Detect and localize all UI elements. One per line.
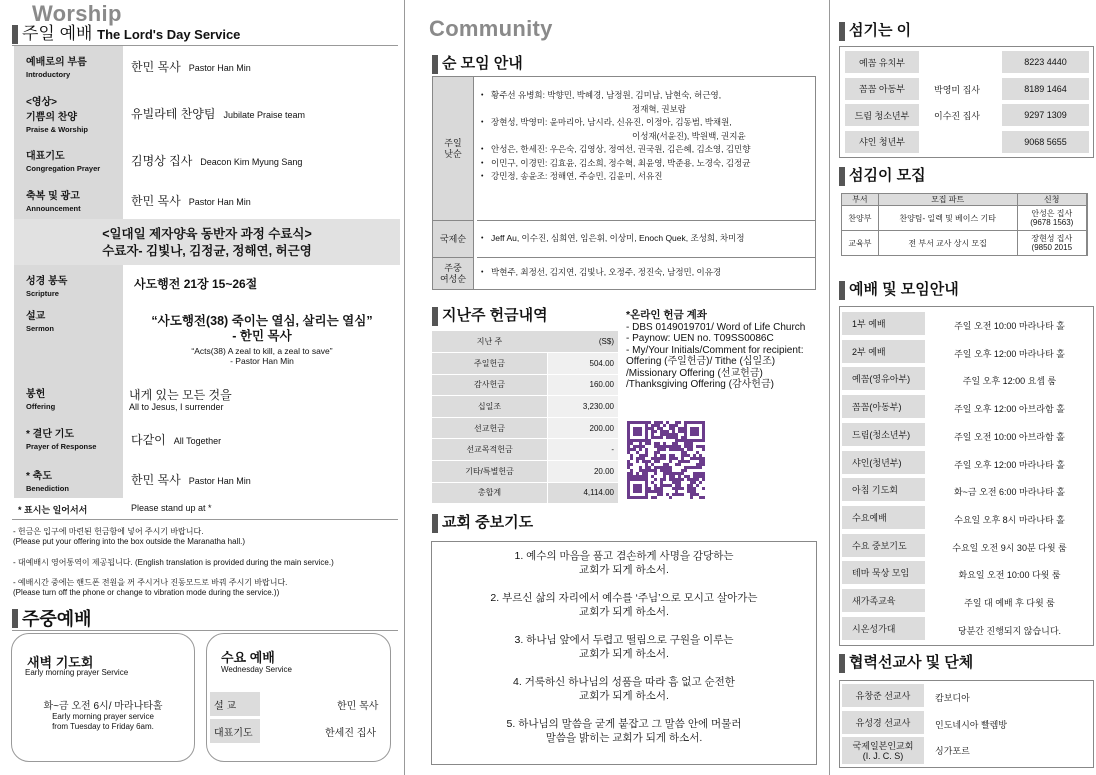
mission-place: 캄보디아 bbox=[935, 693, 970, 703]
order-item-ko: 성경 봉독 bbox=[26, 276, 68, 287]
divider bbox=[12, 519, 398, 520]
mission-place: 인도네시아 빨렘방 bbox=[935, 720, 1008, 730]
notice-1: - 헌금은 입구에 마련된 헌금함에 넣어 주시기 바랍니다. (Please put your offering into the box outside the Maranatha hall.) bbox=[13, 527, 245, 546]
order-item-main: 한민 목사 bbox=[131, 473, 181, 487]
recruit-row bbox=[841, 206, 1088, 231]
order-item-ko: 예배로의 부름 bbox=[26, 57, 87, 68]
notice-2: - 대예배시 영어통역이 제공됩니다. (English translation is provided during the main service.) bbox=[13, 558, 334, 567]
offering-header bbox=[432, 331, 618, 353]
recruit-title: 섬김이 모집 bbox=[839, 166, 926, 186]
offering-item: 감사헌금 bbox=[432, 375, 547, 396]
group-line: • 장현성, 박영미: 윤마리아, 남시라, 신유진, 이정아, 김동범, 박채원, bbox=[477, 116, 815, 130]
offering-amount: 20.00 bbox=[547, 461, 618, 482]
offering-header-label: 지난 주 bbox=[476, 337, 503, 346]
weekday-service-title: 주중예배 bbox=[12, 608, 92, 630]
minister-dept: 드림 청소년부 bbox=[845, 104, 919, 127]
order-item-en: Sermon bbox=[26, 324, 54, 333]
banner-line1: <일대일 제자양육 동반자 과정 수료식> bbox=[102, 227, 312, 241]
schedule-time: 수요일 오후 8시 마라나타 홀 bbox=[954, 514, 1065, 525]
banner-line2: 수료자- 김빛나, 김정균, 정해연, 허근영 bbox=[102, 244, 312, 258]
worship-section-en: The Lord's Day Service bbox=[97, 27, 241, 42]
minister-phone: 9297 1309 bbox=[1002, 104, 1089, 127]
order-item-sub: Deacon Kim Myung Sang bbox=[200, 157, 303, 167]
wed-sermon-label: 설 교 bbox=[210, 692, 260, 716]
order-item-en: Scripture bbox=[26, 289, 59, 298]
schedule-name: 드림(청소년부) bbox=[842, 423, 925, 447]
paynow-qr-code bbox=[627, 421, 705, 499]
order-item-ko: 축복 및 광고 bbox=[26, 191, 80, 202]
schedule-table bbox=[839, 306, 1094, 646]
offering-amount: 3,230.00 bbox=[547, 396, 618, 417]
order-item-label bbox=[14, 300, 123, 378]
schedule-time: 주일 오후 12:00 마라나타 홀 bbox=[954, 348, 1065, 359]
prayer-item: 4. 거룩하신 하나님의 성품을 따라 흠 없고 순전한 교회가 되게 하소서. bbox=[513, 676, 735, 702]
group-label: 주일 낮순 bbox=[433, 77, 474, 221]
order-item-main: 사도행전 21장 15~26절 bbox=[134, 277, 258, 291]
wed-prayer-label: 대표기도 bbox=[210, 719, 260, 743]
bullet-icon: • bbox=[481, 173, 484, 180]
schedule-name: 아침 기도회 bbox=[842, 478, 925, 502]
mission-name: 유성경 선교사 bbox=[842, 711, 924, 735]
schedule-time: 주일 오후 12:00 요셉 룸 bbox=[962, 376, 1057, 387]
order-item-ko: * 결단 기도 bbox=[26, 429, 75, 440]
recruit-table bbox=[841, 193, 1088, 256]
order-item-ko: 설교 bbox=[26, 311, 46, 322]
wed-sermon-value: 한민 목사 bbox=[337, 701, 379, 712]
small-group-table bbox=[432, 76, 816, 290]
recruit-cell: 안성은 집사 (9678 1563) bbox=[1018, 206, 1087, 230]
offering-amount: - bbox=[547, 439, 618, 460]
offering-item: 총합계 bbox=[432, 483, 547, 504]
offering-row bbox=[432, 353, 618, 375]
recruit-cell: 전 부서 교사 상시 모집 bbox=[879, 231, 1018, 255]
order-item-main: 한민 목사 bbox=[131, 60, 181, 74]
minister-phone: 8189 1464 bbox=[1002, 78, 1089, 101]
prayer-item: 1. 예수의 마음을 품고 겸손하게 사명을 감당하는 교회가 되게 하소서. bbox=[514, 550, 734, 576]
order-item-value bbox=[131, 192, 251, 209]
schedule-time: 주일 오후 12:00 마라나타 홀 bbox=[954, 459, 1065, 470]
order-item-value bbox=[131, 431, 221, 448]
recruit-cell: 장현성 집사 (9850 2015 bbox=[1018, 231, 1087, 255]
schedule-time: 수요일 오전 9시 30분 다윗 룸 bbox=[952, 542, 1067, 553]
group-line: • Jeff Au, 이수진, 심희연, 임은휘, 이상미, Enoch Quek, 조성희, 차미정 bbox=[477, 232, 815, 246]
group-members bbox=[477, 258, 815, 290]
order-item-sub: All Together bbox=[173, 436, 222, 446]
order-item-ko: 대표기도 bbox=[26, 151, 65, 162]
order-item-value bbox=[131, 152, 302, 169]
wed-title: 수요 예배 bbox=[221, 650, 275, 665]
prayer-item: 5. 하나님의 말씀을 굳게 붙잡고 그 말씀 안에 머물러 말씀을 밝히는 교회가 되게 하소서. bbox=[506, 718, 742, 744]
offering-table bbox=[432, 331, 618, 504]
group-line: 정재혁, 권보람 bbox=[632, 103, 686, 114]
dawn-prayer-box bbox=[11, 633, 195, 762]
offering-title: 지난주 헌금내역 bbox=[432, 306, 548, 326]
minister-phone: 8223 4440 bbox=[1002, 51, 1089, 74]
group-line: • 강민정, 송윤조: 정해연, 주승민, 김윤미, 서유진 bbox=[477, 170, 815, 184]
schedule-name: 새가족교육 bbox=[842, 589, 925, 613]
order-item-ko: * 축도 bbox=[26, 471, 52, 482]
community-big-title: Community bbox=[429, 16, 553, 41]
offering-row bbox=[432, 375, 618, 397]
order-item-en: Praise & Worship bbox=[26, 125, 88, 134]
prayer-item: 3. 하나님 앞에서 두렵고 떨림으로 구원을 이루는 교회가 되게 하소서. bbox=[514, 634, 734, 660]
offering-amount: 4,114.00 bbox=[547, 483, 618, 504]
order-item-value bbox=[131, 105, 305, 122]
order-item-main: 유빌라테 찬양팀 bbox=[131, 107, 216, 121]
prayer-title: 교회 중보기도 bbox=[432, 513, 533, 533]
online-offering bbox=[626, 310, 816, 391]
dawn-subtitle: Early morning prayer Service bbox=[25, 668, 129, 677]
schedule-name: 예꼼(영유아부) bbox=[842, 367, 925, 391]
order-item-en: Offering bbox=[26, 402, 56, 411]
offering-row bbox=[432, 418, 618, 440]
order-item-en: Congregation Prayer bbox=[26, 164, 101, 173]
dawn-time: 화~금 오전 6시/ 마라나타홀 bbox=[43, 701, 163, 712]
group-members bbox=[477, 221, 815, 258]
minister-name: 박영미 집사 bbox=[934, 84, 980, 95]
offering-row bbox=[432, 439, 618, 461]
wed-subtitle: Wednesday Service bbox=[221, 665, 292, 674]
schedule-time: 주일 오전 10:00 마라나타 홀 bbox=[954, 321, 1065, 331]
schedule-name: 샤인(청년부) bbox=[842, 451, 925, 475]
bullet-icon: • bbox=[481, 92, 484, 99]
schedule-title: 예배 및 모임안내 bbox=[839, 280, 959, 300]
order-item-en: Benediction bbox=[26, 484, 69, 493]
recruit-header-cell: 신청 bbox=[1018, 194, 1087, 205]
minister-phone: 9068 5655 bbox=[1002, 131, 1089, 154]
offering-amount: 504.00 bbox=[547, 353, 618, 374]
online-line-2: - Paynow: UEN no. T09SS0086C bbox=[626, 333, 774, 344]
missions-title: 협력선교사 및 단체 bbox=[839, 653, 973, 673]
recruit-header bbox=[841, 193, 1088, 206]
worship-big-title: Worship bbox=[32, 1, 122, 26]
schedule-time: 주일 대 예배 후 다윗 룸 bbox=[964, 598, 1055, 608]
schedule-name: 2부 예배 bbox=[842, 340, 925, 364]
offering-item: 십일조 bbox=[432, 396, 547, 417]
minister-dept: 예꼼 유치부 bbox=[845, 51, 919, 74]
minister-name: 이수진 집사 bbox=[934, 111, 980, 121]
notice-3: - 예배시간 중에는 핸드폰 전원을 꺼 주시거나 진동모드로 바꿔 주시기 바랍니다. (Please turn off the phone or change to vibration mode during the service.)) bbox=[13, 578, 288, 597]
order-item-value bbox=[131, 471, 251, 488]
schedule-time: 화~금 오전 6:00 마라나타 홀 bbox=[953, 487, 1066, 498]
recruit-row bbox=[841, 231, 1088, 256]
offering-row bbox=[432, 396, 618, 418]
bullet-icon: • bbox=[481, 146, 484, 153]
online-title: *온라인 헌금 계좌 bbox=[626, 309, 707, 321]
order-item-label bbox=[14, 140, 123, 180]
wednesday-service-box bbox=[206, 633, 391, 762]
schedule-name: 테마 묵상 모임 bbox=[842, 561, 925, 585]
worship-section-ko: 주일 예배 bbox=[22, 24, 93, 43]
column-divider bbox=[404, 0, 405, 775]
schedule-time: 주일 오후 12:00 아브라함 홀 bbox=[954, 404, 1065, 415]
online-line-3: - My/Your Initials/Comment for recipient: Offering (주일헌금)/ Tithe (십일조) /Missionary Offering (선교헌금) /Thanksgiving Offering (감사헌금) bbox=[626, 344, 804, 390]
order-item-value bbox=[131, 58, 251, 75]
order-item-label bbox=[14, 180, 123, 219]
stand-note-en: Please stand up at * bbox=[131, 503, 212, 513]
order-item-sub: Jubilate Praise team bbox=[223, 110, 306, 120]
schedule-name: 꼼꼼(아동부) bbox=[842, 395, 925, 419]
schedule-time: 당분간 진행되지 않습니다. bbox=[957, 625, 1062, 636]
group-label: 국제순 bbox=[433, 221, 474, 258]
ministers-table bbox=[839, 46, 1094, 158]
group-members bbox=[477, 77, 815, 221]
order-item-label bbox=[14, 265, 123, 300]
order-item-en: Introductory bbox=[26, 70, 71, 79]
order-item-sub: Pastor Han Min bbox=[188, 63, 251, 73]
bullet-icon: • bbox=[481, 119, 484, 126]
order-item-main: 내게 있는 모든 것을 bbox=[129, 388, 232, 402]
offering-row bbox=[432, 461, 618, 483]
dawn-title: 새벽 기도회 bbox=[27, 655, 94, 670]
order-item-main: 한민 목사 bbox=[131, 194, 181, 208]
schedule-time: 주일 오전 10:00 아브라함 홀 bbox=[954, 431, 1065, 442]
mission-name: 유창준 선교사 bbox=[842, 684, 924, 708]
sermon-title-en: “Acts(38) A zeal to kill, a zeal to save” - Pastor Han Min bbox=[191, 346, 333, 366]
mission-place: 싱가포르 bbox=[935, 746, 970, 756]
recruit-cell: 찬양부 bbox=[842, 206, 879, 230]
schedule-name: 수요 중보기도 bbox=[842, 534, 925, 558]
minister-dept: 꼼꼼 아동부 bbox=[845, 78, 919, 101]
order-item-label bbox=[14, 460, 123, 498]
order-item-sub: All to Jesus, I surrender bbox=[129, 402, 224, 412]
group-line: • 황주선 유병희: 박향민, 박혜경, 남정원, 김미남, 남현숙, 허근영, bbox=[477, 89, 815, 103]
group-line: • 안성은, 한세진: 우은숙, 김영상, 정여선, 권국원, 김은혜, 김소영, 김민향 bbox=[477, 143, 815, 157]
prayer-box bbox=[431, 541, 817, 765]
order-item-en: Prayer of Response bbox=[26, 442, 97, 451]
order-item-value bbox=[134, 275, 257, 292]
divider bbox=[12, 630, 398, 631]
wed-prayer-value: 한세진 집사 bbox=[325, 728, 377, 739]
order-item-main: 다같이 bbox=[131, 433, 166, 447]
order-item-label bbox=[14, 378, 123, 418]
dawn-note: Early morning prayer service from Tuesday to Friday 6am. bbox=[52, 712, 154, 731]
order-item-ko: <영상> 기쁨의 찬양 bbox=[26, 97, 78, 123]
stand-note-ko: * 표시는 일어서서 bbox=[18, 505, 88, 515]
missions-table bbox=[839, 680, 1094, 768]
mission-name: 국제일본인교회 (I. J. C. S) bbox=[842, 737, 924, 765]
group-line: • 박현주, 최정선, 김지연, 김빛나, 오정주, 정진숙, 남정민, 이유경 bbox=[477, 266, 815, 280]
offering-item: 선교목적헌금 bbox=[432, 439, 547, 460]
schedule-name: 1부 예배 bbox=[842, 312, 925, 336]
minister-dept: 샤인 청년부 bbox=[845, 131, 919, 154]
offering-item: 주일헌금 bbox=[432, 353, 547, 374]
recruit-cell: 찬양팀- 일렉 및 베이스 기타 bbox=[879, 206, 1018, 230]
offering-amount: 200.00 bbox=[547, 418, 618, 439]
sermon-title: “사도행전(38) 죽이는 열심, 살리는 열심” - 한민 목사 bbox=[151, 314, 373, 343]
prayer-item: 2. 부르신 삶의 자리에서 예수를 ‘주님’으로 모시고 살아가는 교회가 되게 하소서. bbox=[490, 592, 758, 618]
order-item-sub: Pastor Han Min bbox=[188, 476, 251, 486]
worship-section-title bbox=[12, 24, 240, 45]
schedule-name: 수요예배 bbox=[842, 506, 925, 530]
order-item-sub: Pastor Han Min bbox=[188, 197, 251, 207]
offering-amount: 160.00 bbox=[547, 375, 618, 396]
column-divider bbox=[829, 0, 830, 775]
order-item-label bbox=[14, 418, 123, 460]
group-line: • 이민구, 이경민: 김효윤, 김소희, 정수혁, 최윤영, 박준용, 노경숙, 김정균 bbox=[477, 157, 815, 171]
bullet-icon: • bbox=[481, 269, 484, 276]
recruit-header-cell: 부서 bbox=[842, 194, 879, 205]
order-item-main: 김명상 집사 bbox=[131, 154, 193, 168]
order-item-label bbox=[14, 46, 123, 86]
group-line: 이성재(서윤진), 박원백, 권지윤 bbox=[632, 130, 746, 141]
offering-row bbox=[432, 483, 618, 505]
schedule-time: 화요일 오전 10:00 다윗 룸 bbox=[958, 570, 1061, 581]
order-item-label bbox=[14, 86, 123, 140]
group-label: 주중 여성순 bbox=[433, 258, 474, 290]
ministers-title: 섬기는 이 bbox=[839, 21, 911, 41]
online-line-1: - DBS 0149019701/ Word of Life Church bbox=[626, 321, 806, 333]
graduation-banner bbox=[14, 219, 400, 265]
recruit-cell: 교육부 bbox=[842, 231, 879, 255]
bullet-icon: • bbox=[481, 235, 484, 242]
schedule-name: 시온성가대 bbox=[842, 617, 925, 641]
offering-item: 기타/특별헌금 bbox=[432, 461, 547, 482]
small-group-title: 순 모임 안내 bbox=[432, 54, 523, 74]
recruit-header-cell: 모집 파트 bbox=[879, 194, 1018, 205]
offering-item: 선교헌금 bbox=[432, 418, 547, 439]
order-item-en: Announcement bbox=[26, 204, 81, 213]
order-item-ko: 봉헌 bbox=[26, 389, 46, 400]
offering-header-unit: (S$) bbox=[598, 337, 614, 346]
bullet-icon: • bbox=[481, 159, 484, 167]
